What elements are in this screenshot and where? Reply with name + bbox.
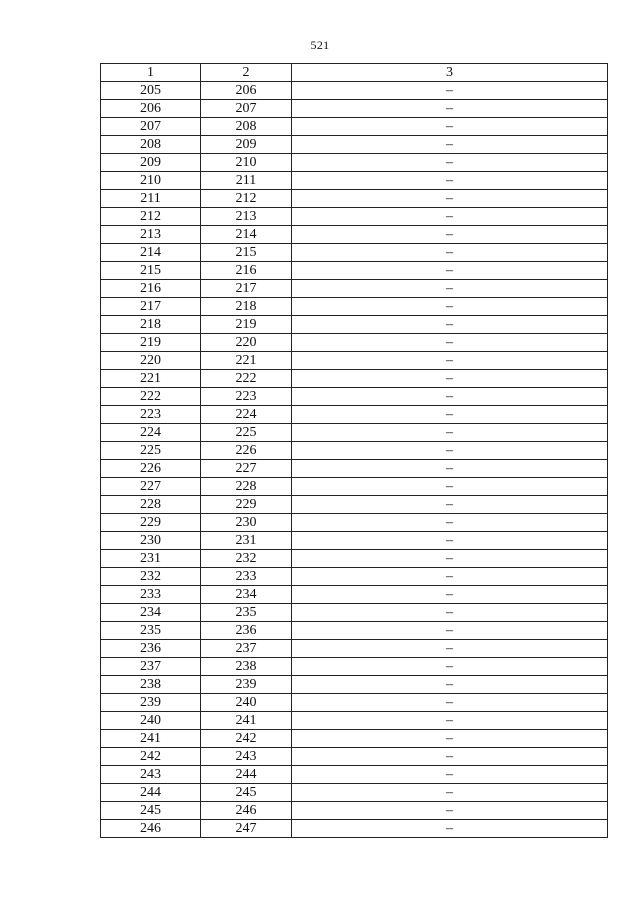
table-cell-col-2: 244 <box>201 766 292 784</box>
table-cell-col-2: 228 <box>201 478 292 496</box>
table-cell-col-1: 208 <box>101 136 201 154</box>
table-cell-col-2: 222 <box>201 370 292 388</box>
table-cell-col-3: – <box>292 244 608 262</box>
table-cell-col-3: – <box>292 658 608 676</box>
table-cell-col-2: 230 <box>201 514 292 532</box>
table-cell-col-1: 209 <box>101 154 201 172</box>
table-cell-col-3: – <box>292 604 608 622</box>
table-row <box>101 172 608 190</box>
table-cell-col-1: 243 <box>101 766 201 784</box>
table-cell-col-2: 239 <box>201 676 292 694</box>
table-row <box>101 568 608 586</box>
table-cell-col-2: 223 <box>201 388 292 406</box>
table-cell-col-1: 239 <box>101 694 201 712</box>
table-cell-col-3: – <box>292 622 608 640</box>
table-cell-col-2: 215 <box>201 244 292 262</box>
table-cell-col-2: 236 <box>201 622 292 640</box>
table-row <box>101 136 608 154</box>
column-header-1: 1 <box>101 64 201 82</box>
table-cell-col-2: 246 <box>201 802 292 820</box>
table-row <box>101 316 608 334</box>
table-cell-col-3: – <box>292 640 608 658</box>
table-cell-col-2: 217 <box>201 280 292 298</box>
table-row <box>101 334 608 352</box>
table-cell-col-3: – <box>292 586 608 604</box>
table-cell-col-1: 242 <box>101 748 201 766</box>
table-cell-col-1: 206 <box>101 100 201 118</box>
table-cell-col-1: 241 <box>101 730 201 748</box>
table-cell-col-3: – <box>292 424 608 442</box>
table-row <box>101 352 608 370</box>
table-cell-col-3: – <box>292 676 608 694</box>
table-row <box>101 82 608 100</box>
table-cell-col-1: 215 <box>101 262 201 280</box>
table-cell-col-3: – <box>292 262 608 280</box>
table-cell-col-3: – <box>292 820 608 838</box>
table-cell-col-3: – <box>292 208 608 226</box>
table-row <box>101 262 608 280</box>
table-row <box>101 802 608 820</box>
table-cell-col-2: 211 <box>201 172 292 190</box>
table-row <box>101 388 608 406</box>
data-table <box>100 63 608 838</box>
table-row <box>101 784 608 802</box>
table-cell-col-1: 240 <box>101 712 201 730</box>
table-cell-col-3: – <box>292 568 608 586</box>
table-cell-col-1: 225 <box>101 442 201 460</box>
table-cell-col-3: – <box>292 280 608 298</box>
table-cell-col-2: 240 <box>201 694 292 712</box>
table-cell-col-3: – <box>292 352 608 370</box>
table-cell-col-2: 218 <box>201 298 292 316</box>
table-cell-col-1: 214 <box>101 244 201 262</box>
table-row <box>101 190 608 208</box>
table-cell-col-1: 229 <box>101 514 201 532</box>
table-cell-col-3: – <box>292 802 608 820</box>
table-cell-col-2: 235 <box>201 604 292 622</box>
table-row <box>101 154 608 172</box>
table-cell-col-2: 214 <box>201 226 292 244</box>
table-cell-col-3: – <box>292 172 608 190</box>
table-row <box>101 226 608 244</box>
table-cell-col-3: – <box>292 550 608 568</box>
table-row <box>101 478 608 496</box>
table-row <box>101 712 608 730</box>
table-cell-col-2: 243 <box>201 748 292 766</box>
table-row <box>101 100 608 118</box>
table-cell-col-3: – <box>292 118 608 136</box>
table-row <box>101 730 608 748</box>
table-cell-col-1: 222 <box>101 388 201 406</box>
table-cell-col-1: 220 <box>101 352 201 370</box>
table-cell-col-1: 246 <box>101 820 201 838</box>
table-cell-col-2: 233 <box>201 568 292 586</box>
table-cell-col-2: 208 <box>201 118 292 136</box>
table-cell-col-2: 212 <box>201 190 292 208</box>
table-cell-col-2: 242 <box>201 730 292 748</box>
table-cell-col-2: 229 <box>201 496 292 514</box>
table-cell-col-3: – <box>292 154 608 172</box>
table-cell-col-3: – <box>292 694 608 712</box>
table-cell-col-1: 234 <box>101 604 201 622</box>
table-cell-col-1: 207 <box>101 118 201 136</box>
table-cell-col-2: 241 <box>201 712 292 730</box>
table-cell-col-1: 223 <box>101 406 201 424</box>
table-cell-col-1: 226 <box>101 460 201 478</box>
table-row <box>101 622 608 640</box>
page-number: 521 <box>310 38 330 52</box>
table-cell-col-2: 225 <box>201 424 292 442</box>
table-cell-col-3: – <box>292 532 608 550</box>
table-row <box>101 514 608 532</box>
table-row <box>101 820 608 838</box>
table-cell-col-2: 213 <box>201 208 292 226</box>
table-cell-col-2: 220 <box>201 334 292 352</box>
table-row <box>101 694 608 712</box>
table-row <box>101 442 608 460</box>
table-cell-col-1: 217 <box>101 298 201 316</box>
table-cell-col-3: – <box>292 748 608 766</box>
column-header-3: 3 <box>292 64 608 82</box>
table-cell-col-2: 221 <box>201 352 292 370</box>
table-cell-col-1: 244 <box>101 784 201 802</box>
table-cell-col-2: 231 <box>201 532 292 550</box>
table-row <box>101 640 608 658</box>
table-row <box>101 280 608 298</box>
table-row <box>101 532 608 550</box>
table-row <box>101 604 608 622</box>
table-cell-col-3: – <box>292 316 608 334</box>
table-cell-col-3: – <box>292 136 608 154</box>
table-cell-col-1: 233 <box>101 586 201 604</box>
table-cell-col-1: 231 <box>101 550 201 568</box>
table-cell-col-3: – <box>292 514 608 532</box>
table-cell-col-1: 230 <box>101 532 201 550</box>
table-cell-col-3: – <box>292 226 608 244</box>
table-cell-col-1: 218 <box>101 316 201 334</box>
table-cell-col-2: 227 <box>201 460 292 478</box>
table-cell-col-3: – <box>292 406 608 424</box>
table-cell-col-3: – <box>292 442 608 460</box>
table-cell-col-1: 210 <box>101 172 201 190</box>
table-cell-col-1: 245 <box>101 802 201 820</box>
table-cell-col-2: 206 <box>201 82 292 100</box>
table-row <box>101 298 608 316</box>
table-cell-col-2: 247 <box>201 820 292 838</box>
table-row <box>101 550 608 568</box>
table-cell-col-3: – <box>292 460 608 478</box>
table-cell-col-3: – <box>292 496 608 514</box>
table-cell-col-2: 209 <box>201 136 292 154</box>
table-row <box>101 208 608 226</box>
table-cell-col-1: 227 <box>101 478 201 496</box>
table-cell-col-1: 212 <box>101 208 201 226</box>
table-cell-col-3: – <box>292 82 608 100</box>
table-cell-col-3: – <box>292 190 608 208</box>
table-row <box>101 766 608 784</box>
table-cell-col-1: 236 <box>101 640 201 658</box>
table-cell-col-2: 232 <box>201 550 292 568</box>
table-cell-col-2: 234 <box>201 586 292 604</box>
table-cell-col-1: 205 <box>101 82 201 100</box>
table-cell-col-3: – <box>292 784 608 802</box>
table-cell-col-1: 232 <box>101 568 201 586</box>
table-row <box>101 676 608 694</box>
table-cell-col-3: – <box>292 298 608 316</box>
table-body <box>101 82 608 838</box>
table-cell-col-2: 210 <box>201 154 292 172</box>
table-cell-col-1: 219 <box>101 334 201 352</box>
table-cell-col-3: – <box>292 388 608 406</box>
table-cell-col-2: 245 <box>201 784 292 802</box>
table-cell-col-1: 213 <box>101 226 201 244</box>
table-cell-col-1: 221 <box>101 370 201 388</box>
table-row <box>101 496 608 514</box>
table-row <box>101 460 608 478</box>
table-cell-col-3: – <box>292 100 608 118</box>
table-cell-col-2: 226 <box>201 442 292 460</box>
table-cell-col-2: 238 <box>201 658 292 676</box>
table-row <box>101 244 608 262</box>
table-row <box>101 748 608 766</box>
table-cell-col-1: 238 <box>101 676 201 694</box>
table-cell-col-2: 216 <box>201 262 292 280</box>
table-cell-col-3: – <box>292 730 608 748</box>
table-cell-col-2: 224 <box>201 406 292 424</box>
table-cell-col-1: 237 <box>101 658 201 676</box>
table-cell-col-3: – <box>292 712 608 730</box>
table-row <box>101 118 608 136</box>
table-cell-col-1: 216 <box>101 280 201 298</box>
table-cell-col-2: 207 <box>201 100 292 118</box>
table-row <box>101 424 608 442</box>
table-row <box>101 370 608 388</box>
table-cell-col-3: – <box>292 766 608 784</box>
table-header-row <box>101 64 608 82</box>
table-cell-col-2: 237 <box>201 640 292 658</box>
table-row <box>101 586 608 604</box>
table-cell-col-1: 211 <box>101 190 201 208</box>
table-cell-col-1: 228 <box>101 496 201 514</box>
table-cell-col-3: – <box>292 370 608 388</box>
table-cell-col-3: – <box>292 478 608 496</box>
column-header-2: 2 <box>201 64 292 82</box>
table-cell-col-1: 235 <box>101 622 201 640</box>
table-row <box>101 406 608 424</box>
table-row <box>101 658 608 676</box>
table-cell-col-1: 224 <box>101 424 201 442</box>
table-cell-col-3: – <box>292 334 608 352</box>
table-cell-col-2: 219 <box>201 316 292 334</box>
